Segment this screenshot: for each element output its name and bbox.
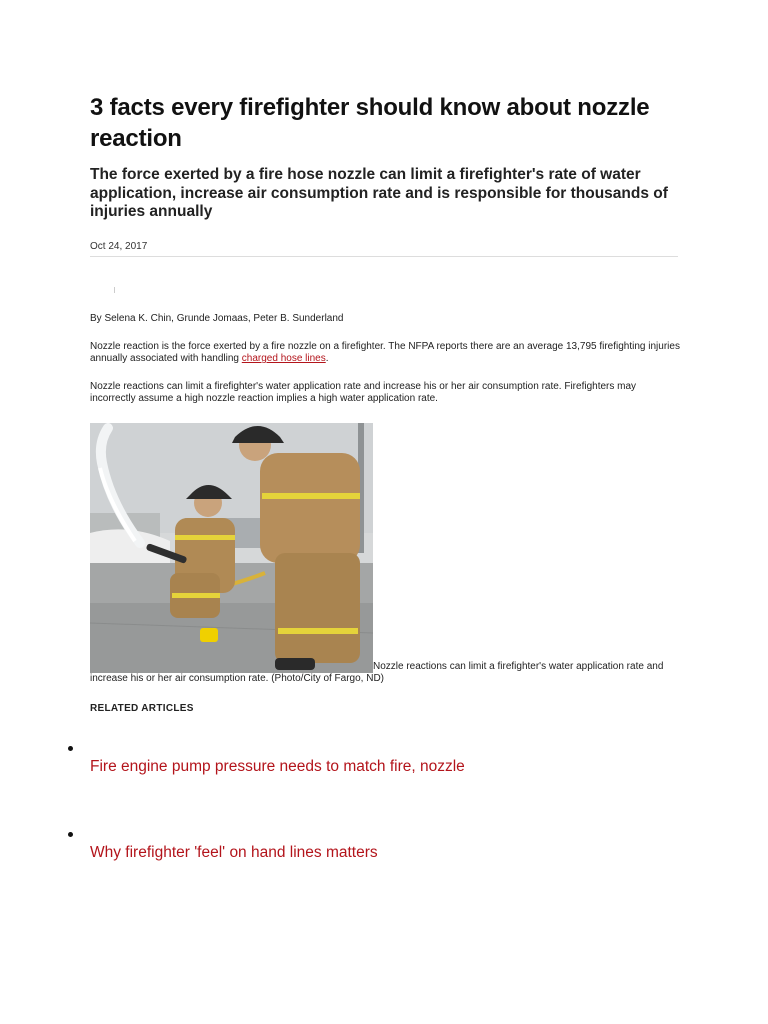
bullet-icon <box>68 746 73 751</box>
charged-hose-lines-link[interactable]: charged hose lines <box>241 353 326 364</box>
divider-mark <box>114 287 115 293</box>
related-article-link-2[interactable]: Why firefighter 'feel' on hand lines matters <box>90 843 378 861</box>
article-date: Oct 24, 2017 <box>90 241 678 257</box>
bullet-icon <box>68 832 73 837</box>
related-article-item <box>90 746 680 776</box>
article-byline: By Selena K. Chin, Grunde Jomaas, Peter B. Sunderland <box>90 312 344 324</box>
photo-caption: Nozzle reactions can limit a firefighter's water application rate and increase his or her air consumption rate. (Photo/City of Fargo, ND) <box>90 660 664 684</box>
article-subheadline: The force exerted by a fire hose nozzle can limit a firefighter's rate of water application, increase air consumption rate and is responsible for thousands of injuries annually <box>90 166 668 220</box>
photo-figure <box>90 423 680 685</box>
article-headline: 3 facts every firefighter should know about nozzle reaction <box>90 94 650 152</box>
related-article-item <box>90 832 680 862</box>
related-articles-heading: RELATED ARTICLES <box>90 702 194 714</box>
firefighters-photo <box>90 423 373 673</box>
related-articles-list <box>90 746 680 862</box>
paragraph-1-text: Nozzle reaction is the force exerted by a fire nozzle on a firefighter. The NFPA reports there are an average 13,795 firefighting injuries annually associated with handling <box>90 340 680 364</box>
article-paragraph-1 <box>90 341 680 366</box>
article <box>90 92 680 862</box>
related-article-link-1[interactable]: Fire engine pump pressure needs to match fire, nozzle <box>90 757 465 775</box>
article-paragraph-2: Nozzle reactions can limit a firefighter's water application rate and increase his or her air consumption rate. Firefighters may incorrectly assume a high nozzle reaction implies a high water application rate. <box>90 380 637 404</box>
paragraph-1-end: . <box>325 353 329 364</box>
